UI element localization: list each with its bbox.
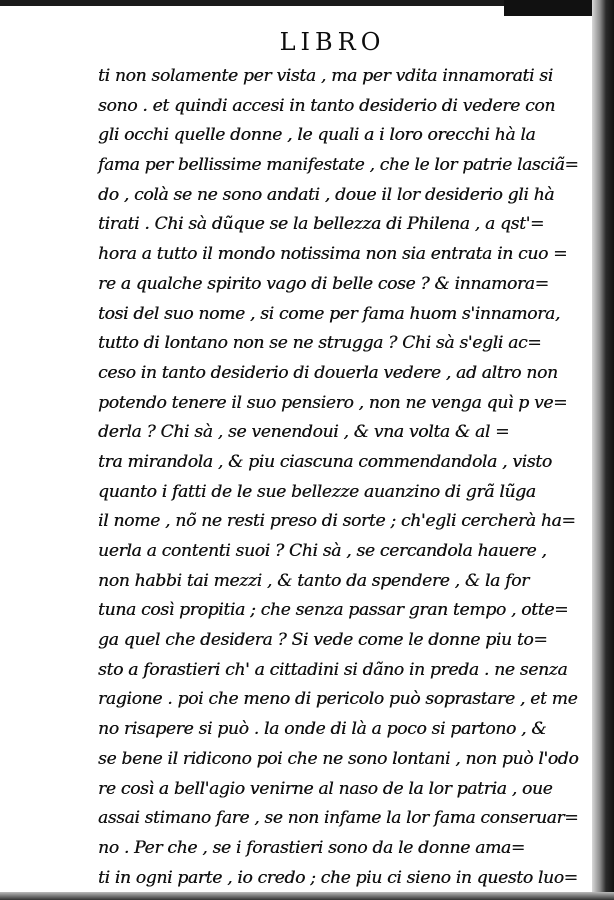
text-line: fama per bellissime manifestate , che le lor patrie lasciã= bbox=[98, 155, 579, 176]
text-line: no risapere si può . la onde di là a poco si partono , & bbox=[98, 719, 547, 740]
text-line: ti non solamente per vista , ma per vdita innamorati si bbox=[98, 66, 553, 86]
text-line: derla ? Chi sà , se venendoui , & vna volta & al = bbox=[98, 422, 510, 443]
text-line: tra mirandola , & piu ciascuna commendandola , visto bbox=[98, 451, 552, 472]
text-line: il nome , nõ ne resti preso di sorte ; ch'egli cercherà ha= bbox=[98, 511, 576, 532]
body-text bbox=[98, 62, 578, 893]
text-line: se bene il ridicono poi che ne sono lontani , non può l'odo bbox=[98, 748, 579, 769]
text-line: sono . et quindi accesi in tanto desiderio di vedere con bbox=[98, 95, 556, 116]
running-head: LIBRO bbox=[279, 28, 386, 56]
text-line: hora a tutto il mondo notissima non sia entrata in cuo = bbox=[98, 244, 568, 265]
text-line: assai stimano fare , se non infame la lor fama conseruar= bbox=[98, 808, 579, 829]
text-line: tutto di lontano non se ne strugga ? Chi sà s'egli ac= bbox=[98, 333, 542, 354]
text-line: quanto i fatti de le sue bellezze auanzino di grã lũga bbox=[98, 481, 536, 502]
text-line: re a qualche spirito vago di belle cose ? & innamora= bbox=[98, 273, 549, 294]
text-line: ga quel che desidera ? Si vede come le donne piu to= bbox=[98, 630, 548, 651]
text-line: tuna così propitia ; che senza passar gran tempo , otte= bbox=[98, 600, 569, 621]
text-line: ragione . poi che meno di pericolo può soprastare , et me bbox=[98, 689, 578, 710]
text-line: potendo tenere il suo pensiero , non ne venga quì p ve= bbox=[98, 392, 568, 413]
text-line: no . Per che , se i forastieri sono da le donne ama= bbox=[98, 837, 525, 858]
text-line: tosi del suo nome , si come per fama huom s'innamora, bbox=[98, 303, 561, 324]
text-line: do , colà se ne sono andati , doue il lor desiderio gli hà bbox=[98, 184, 555, 205]
text-line: ti in ogni parte , io credo ; che piu ci sieno in questo luo= bbox=[98, 867, 578, 888]
text-line: ceso in tanto desiderio di douerla vedere , ad altro non bbox=[98, 362, 558, 383]
text-line: re così a bell'agio venirne al naso de la lor patria , oue bbox=[98, 778, 553, 799]
text-line: sto a forastieri ch' a cittadini si dãno in preda . ne senza bbox=[98, 659, 568, 680]
text-line: tirati . Chi sà dũque se la bellezza di Philena , a qst'= bbox=[98, 214, 545, 235]
text-line: non habbi tai mezzi , & tanto da spendere , & la for bbox=[98, 570, 529, 591]
scan-border-right bbox=[592, 0, 614, 900]
book-page bbox=[40, 20, 585, 888]
text-line: gli occhi quelle donne , le quali a i loro orecchi hà la bbox=[98, 125, 536, 146]
text-line: uerla a contenti suoi ? Chi sà , se cercandola hauere , bbox=[98, 541, 547, 561]
